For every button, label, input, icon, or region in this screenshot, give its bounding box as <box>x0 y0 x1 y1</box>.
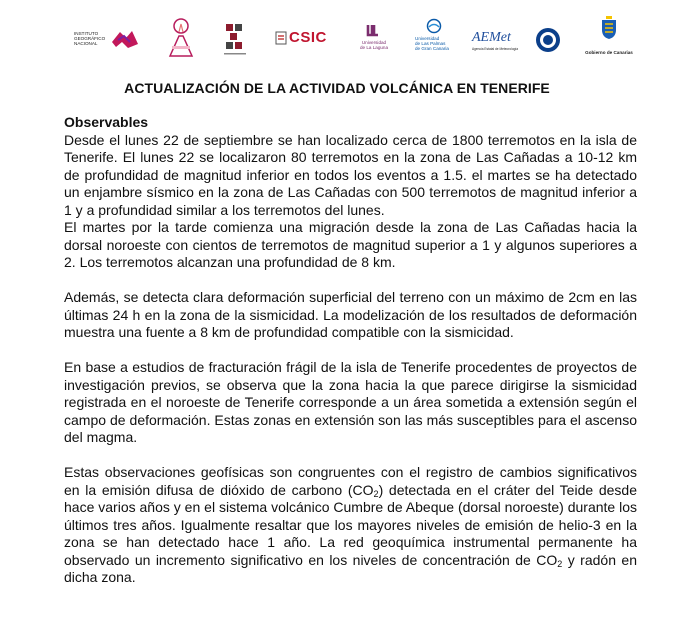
ulpgc-logo-text: de Las Palmas <box>415 41 446 47</box>
ull-emblem-icon <box>366 23 380 37</box>
ign-emblem-icon <box>110 28 140 50</box>
involcan-logo <box>167 14 195 64</box>
csic-emblem-icon <box>275 31 287 45</box>
paragraph-4: En base a estudios de fracturación frágil de la isla de Tenerife procedentes de proyectos de investigación previos, se observa que la zona hacia la que parece dirigirse la sismicidad registrada en el noroeste de Tenerife corresponde a un área sometida a extensión según el campo de deformación. Estas zonas en extensión son las más susceptibles para el ascenso del magma. <box>64 359 637 445</box>
aemet-logo <box>470 14 522 64</box>
paragraph-5 <box>64 464 637 587</box>
ign-logo-text: GEOGRÁFICO <box>74 36 106 42</box>
paragraph-5-text: ) detectada en el cráter del Teide desde hace varios años y en el sistema volcánico Cumbre de Abeque (dorsal noroeste) durante los últimos tres años. Igualmente resaltar que los mayores niveles de emisión de helio-3 en la zona se han detectado hace 1 año. La red geoquímica instrumental permanente ha observado un incremento significativo en los niveles de concentración de CO <box>64 481 638 568</box>
logo-bar <box>70 14 640 64</box>
ministry-logo <box>220 14 250 64</box>
section-heading: Observables <box>64 114 149 130</box>
ull-logo-text: de La Laguna <box>359 45 389 51</box>
round-emblem-logo <box>535 14 561 64</box>
paragraph-3: Además, se detecta clara deformación superficial del terreno con un máximo de 2cm en las últimas 24 h en la zona de la sismicidad. La modelización de los resultados de deformación muestra una fuente a 8 km de profundidad compatible con la sismicidad. <box>64 289 637 340</box>
co2-subscript: 2 <box>373 488 379 499</box>
paragraph-5-text: Estas observaciones geofísicas son congruentes con el registro de cambios significativos en la emisión difusa de dióxido de carbono (CO <box>64 464 637 498</box>
aemet-tagline: Agencia Estatal de Meteorología <box>472 47 519 51</box>
ign-logo <box>70 14 140 64</box>
ulpgc-logo <box>415 14 455 64</box>
co2-subscript: 2 <box>557 558 563 569</box>
ulpgc-emblem-icon <box>426 18 442 34</box>
ulpgc-logo-text: Universidad <box>415 36 440 41</box>
csic-logo-text: CSIC <box>289 29 327 46</box>
gobcan-logo-text: Gobierno de Canarias <box>585 50 633 55</box>
ign-logo-text: INSTITUTO <box>74 31 99 36</box>
ulpgc-logo-text: de Gran Canaria <box>415 46 449 52</box>
paragraph-1: Desde el lunes 22 de septiembre se han localizado cerca de 1800 terremotos en la isla de Tenerife. El lunes 22 se localizaron 80 terremotos en la zona de Las Cañadas a 10-12 km de profundidad de magnitud inferior en todos los eventos a 1.5. el martes se ha detectado un enjambre sísmico en la zona de Las Cañadas con 500 terremotos de magnitud inferior a 1 y a profundidad similar a los terremotos del lunes. <box>64 131 637 218</box>
round-emblem-icon <box>535 27 561 53</box>
ign-logo-text: NACIONAL <box>74 41 98 47</box>
gobcan-logo <box>578 14 640 64</box>
document-body <box>64 114 637 587</box>
paragraph-2: El martes por la tarde comienza una migración desde la zona de Las Cañadas hacia la dorsal noroeste con cientos de terremotos de magnitud superior a 1 y algunos superiores a 2. Los terremotos alcanzan una profundidad de 8 km. <box>64 219 637 270</box>
gobcan-shield-icon <box>600 16 618 40</box>
aemet-logo-text: AEMet <box>472 30 511 45</box>
ull-logo-text: Universidad <box>361 40 387 45</box>
paragraph-5-text: y radón en dicha zona. <box>64 551 637 585</box>
ministry-emblem-icon <box>220 20 250 60</box>
csic-logo <box>275 14 333 64</box>
ull-logo <box>353 14 393 64</box>
page-title: ACTUALIZACIÓN DE LA ACTIVIDAD VOLCÁNICA EN TENERIFE <box>124 80 550 96</box>
volcano-icon <box>167 16 195 60</box>
